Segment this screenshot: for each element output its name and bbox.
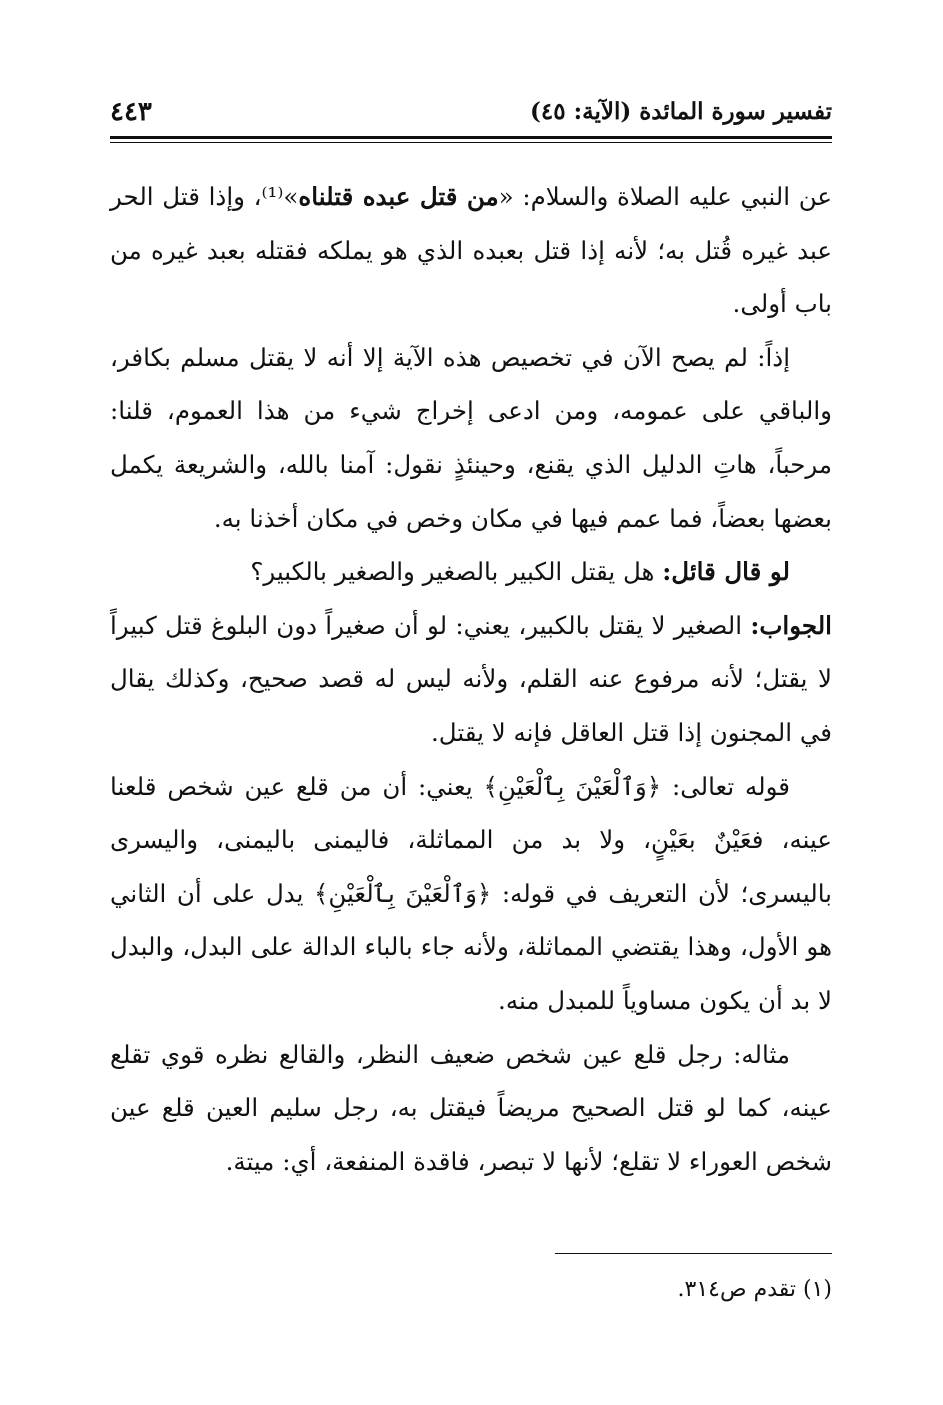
paragraph-1-rest: »⁽¹⁾، وإذا قتل الحر عبد غيره قُتل به؛ لأنه إذا قتل بعبده الذي هو يملكه فقتله بعبد غيره من باب أولى.	[110, 182, 832, 319]
paragraph-4	[110, 599, 832, 760]
paragraph-5	[110, 760, 832, 1028]
header-rule-thick	[110, 136, 832, 139]
page-number: ٤٤٣	[110, 97, 152, 127]
verse-explanation: ﴾ يعني: أن من قلع عين شخص قلعنا عينه، فعَيْنٌ بعَيْنٍ، ولا بد من المماثلة، فاليمنى باليمنى، واليسرى باليسرى؛ لأن التعريف في قوله: ﴿	[110, 771, 832, 908]
answer-text: الصغير لا يقتل بالكبير، يعني: لو أن صغيراً دون البلوغ قتل كبيراً لا يقتل؛ لأنه مرفوع عنه القلم، ولأنه ليس له قصد صحيح، وكذلك يقال في المجنون إذا قتل العاقل فإنه لا يقتل.	[110, 610, 832, 747]
hadith-quote: من قتل عبده قتلناه	[298, 182, 499, 211]
header-rule-thin	[110, 142, 832, 143]
paragraph-6: مثاله: رجل قلع عين شخص ضعيف النظر، والقالع نظره قوي تقلع عينه، كما لو قتل الصحيح مريضاً فيقتل به، رجل سليم العين قلع عين شخص العوراء لا تقلع؛ لأنها لا تبصر، فاقدة المنفعة، أي: ميتة.	[110, 1039, 832, 1176]
verse-intro: قوله تعالى: ﴿	[646, 771, 790, 801]
question-text: هل يقتل الكبير بالصغير والصغير بالكبير؟	[250, 557, 663, 587]
verse-conclusion: ﴾ يدل على أن الثاني هو الأول، وهذا يقتضي المماثلة، ولأنه جاء بالباء الدالة على البدل، والبدل لا بد أن يكون مساوياً للمبدل منه.	[110, 878, 832, 1015]
paragraph-1-lead: عن النبي عليه الصلاة والسلام: «	[498, 182, 832, 211]
paragraph-1	[110, 170, 832, 331]
footnote: (١) تقدم ص٣١٤.	[677, 1277, 832, 1302]
paragraph-3	[110, 545, 832, 599]
body-text	[110, 170, 832, 1188]
page-header	[110, 92, 832, 132]
running-head: تفسير سورة المائدة (الآية: ٤٥)	[530, 98, 832, 125]
paragraph-2: إذاً: لم يصح الآن في تخصيص هذه الآية إلا أنه لا يقتل مسلم بكافر، والباقي على عمومه، ومن ادعى إخراج شيء من هذا العموم، قلنا: مرحباً، هاتِ الدليل الذي يقنع، وحينئذٍ نقول: آمنا بالله، والشريعة يكمل بعضها بعضاً، فما عمم فيها في مكان وخص في مكان أخذنا به.	[110, 342, 832, 533]
answer-label: الجواب:	[750, 610, 832, 640]
footnote-rule	[555, 1253, 832, 1254]
verse-quote-2: وَٱلْعَيْنَ بِٱلْعَيْنِ	[328, 878, 477, 908]
question-label: لو قال قائل:	[662, 557, 790, 587]
verse-quote-1: وَٱلْعَيْنَ بِٱلْعَيْنِ	[497, 771, 647, 801]
